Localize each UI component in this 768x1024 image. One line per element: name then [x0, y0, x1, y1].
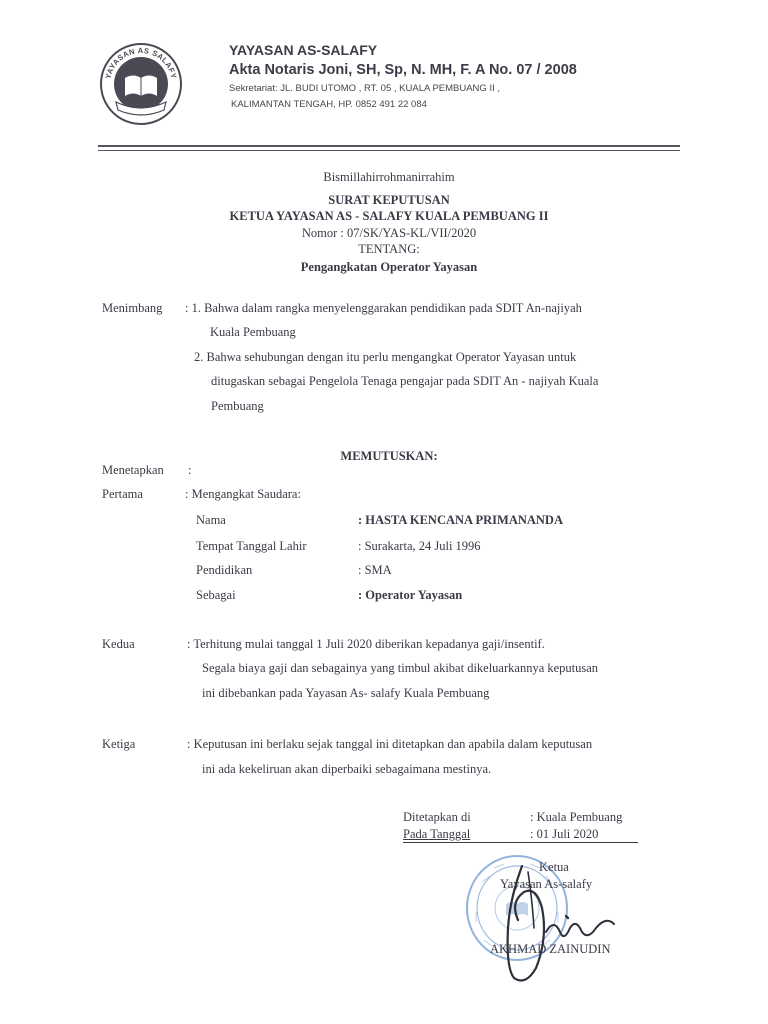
date-label: Pada Tanggal: [403, 827, 471, 841]
signer-name: AKHMAD ZAINUDIN: [490, 942, 611, 956]
second-label: Kedua: [102, 637, 135, 651]
foundation-logo: [98, 40, 184, 126]
considering-item-2-line-3: Pembuang: [211, 399, 264, 413]
field-label-position: Sebagai: [196, 588, 236, 602]
field-label-name: Nama: [196, 513, 226, 527]
header-divider-thick: [98, 145, 680, 147]
field-label-birth: Tempat Tanggal Lahir: [196, 539, 307, 553]
field-value-education: : SMA: [358, 563, 392, 577]
date-underline: [403, 842, 638, 843]
signer-role: Ketua: [539, 860, 569, 874]
document-issuer: KETUA YAYASAN AS - SALAFY KUALA PEMBUANG II: [229, 209, 549, 223]
document-number: Nomor : 07/SK/YAS-KL/VII/2020: [301, 226, 477, 240]
second-line-1: : Terhitung mulai tanggal 1 Juli 2020 diberikan kepadanya gaji/insentif.: [187, 637, 545, 651]
third-line-2: ini ada kekeliruan akan diperbaiki sebagaimana mestinya.: [202, 762, 492, 776]
svg-text:YAYASAN AS SALAFY: YAYASAN AS SALAFY: [103, 45, 179, 80]
date-value: : 01 Juli 2020: [530, 827, 599, 841]
first-label: Pertama: [102, 487, 143, 501]
set-at-label: Ditetapkan di: [403, 810, 471, 824]
address-line-2: KALIMANTAN TENGAH, HP. 0852 491 22 084: [231, 99, 427, 110]
signer-organization: Yayasan As-salafy: [500, 877, 593, 891]
field-value-birth: : Surakarta, 24 Juli 1996: [358, 539, 481, 553]
set-at-value: : Kuala Pembuang: [530, 810, 623, 824]
third-line-1: : Keputusan ini berlaku sejak tanggal ini ditetapkan dan apabila dalam keputusan: [187, 737, 593, 751]
third-label: Ketiga: [102, 737, 136, 751]
address-line-1: Sekretariat: JL. BUDI UTOMO , RT. 05 , KUALA PEMBUANG II ,: [229, 83, 501, 94]
foundation-name: YAYASAN AS-SALAFY: [229, 42, 378, 58]
second-line-2: Segala biaya gaji dan sebagainya yang timbul akibat dikeluarkannya keputusan: [202, 661, 599, 675]
second-line-3: ini dibebankan pada Yayasan As- salafy Kuala Pembuang: [202, 686, 490, 700]
field-value-position: : Operator Yayasan: [358, 588, 463, 602]
considering-item-1-line-2: Kuala Pembuang: [210, 325, 296, 339]
document-subject: Pengangkatan Operator Yayasan: [300, 260, 478, 274]
header-divider-thin: [98, 150, 680, 151]
field-label-education: Pendidikan: [196, 563, 253, 577]
establish-label: Menetapkan: [102, 463, 164, 477]
establish-colon: :: [188, 463, 192, 477]
considering-item-2-line-1: 2. Bahwa sehubungan dengan itu perlu mengangkat Operator Yayasan untuk: [194, 350, 577, 364]
opening-phrase: Bismillahirrohmanirrahim: [323, 170, 455, 184]
decision-heading: MEMUTUSKAN:: [340, 449, 438, 463]
first-intro: : Mengangkat Saudara:: [185, 487, 301, 501]
notary-deed: Akta Notaris Joni, SH, Sp, N. MH, F. A No. 07 / 2008: [229, 62, 577, 78]
document-title: SURAT KEPUTUSAN: [328, 193, 450, 207]
field-value-name: : HASTA KENCANA PRIMANANDA: [358, 513, 563, 527]
considering-label: Menimbang: [102, 301, 163, 315]
considering-item-1-line-1: : 1. Bahwa dalam rangka menyelenggarakan pendidikan pada SDIT An-najiyah: [185, 301, 582, 315]
handwritten-signature: [470, 858, 640, 988]
about-label: TENTANG:: [358, 242, 420, 256]
considering-item-2-line-2: ditugaskan sebagai Pengelola Tenaga pengajar pada SDIT An - najiyah Kuala: [211, 374, 599, 388]
